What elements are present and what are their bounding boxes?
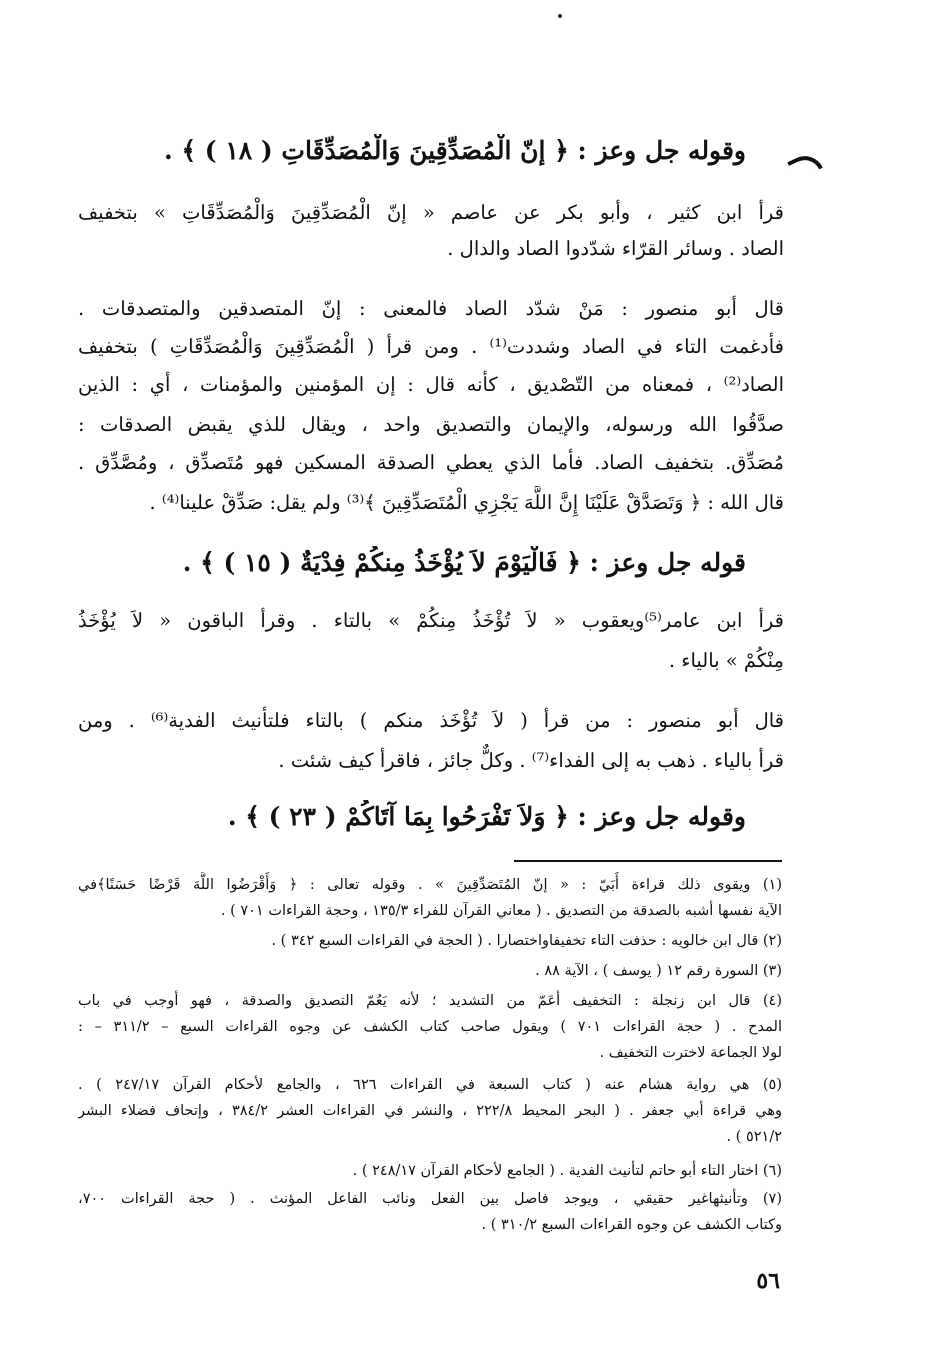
para-2-line-6: قال الله : ﴿ وَتَصَدَّقْ عَلَيْنَا إِنَّ اللَّهَ يَجْزِي الْمُتَصَدِّقِينَ ﴾⁽³⁾ ولم يقل: صَدِّقْ علينا⁽⁴⁾ . bbox=[149, 491, 784, 514]
footnote-4-line-2: المدح . ( حجة القراءات ٧٠١ ) ويقول صاحب كتاب الكشف عن وجوه القراءات السبع – ٣١١/٢ – : bbox=[78, 1019, 782, 1035]
footnote-4-line-3: لولا الجماعة لاخترت التخفيف . bbox=[599, 1045, 782, 1061]
footnote-1-line-2: الآية نفسها أشبه بالصدقة من التصديق . ( معاني القرآن للفراء ١٣٥/٣ ، وحجة القراءات ٧٠١ ) . bbox=[220, 903, 782, 919]
footnote-1-line-1: (١) ويقوى ذلك قراءة أُبَيّ : « إنّ المُتَصَدِّقِينَ » . وقوله تعالى : ﴿ وَأَقْرَضُوا اللَّهَ قَرْضًا حَسَنًا﴾في bbox=[78, 877, 782, 893]
para-2-line-3: الصاد⁽²⁾ ، فمعناه من التّصْديق ، كأنه قال : إن المؤمنين والمؤمنات ، أي : الذين bbox=[78, 373, 784, 396]
heading-verse-15: قوله جل وعز : ﴿ فَالْيَوْمَ لاَ يُؤْخَذُ مِنكُمْ فِدْيَةٌ ( ١٥ ) ﴾ . bbox=[182, 548, 746, 577]
para-2-line-2: فأدغمت التاء في الصاد وشددت⁽¹⁾ . ومن قرأ ( الْمُصَدِّقِينَ وَالْمُصَدِّقَاتِ ) بتخفيف bbox=[78, 335, 784, 358]
footnote-5-line-1: (٥) هي رواية هشام عنه ( كتاب السبعة في القراءات ٦٢٦ ، والجامع لأحكام القرآن ٢٤٧/١٧ ) . bbox=[78, 1077, 782, 1093]
footnote-7-line-1: (٧) وتأنيثهاغير حقيقي ، ويوجد فاصل بين الفعل ونائب الفاعل المؤنث . ( حجة القراءات ٧٠٠، bbox=[78, 1191, 782, 1207]
footnote-6: (٦) اختار التاء أبو حاتم لتأنيث الفدية . ( الجامع لأحكام القرآن ٢٤٨/١٧ ) . bbox=[352, 1163, 782, 1179]
para-3-line-2: مِنْكُمْ » بالياء . bbox=[668, 649, 784, 672]
heading-verse-18: وقوله جل وعز : ﴿ إنّ الْمُصَدِّقِينَ وَالْمُصَدِّقَاتِ ( ١٨ ) ﴾ . bbox=[164, 136, 746, 165]
para-2-line-1: قال أبو منصور : مَنْ شدّد الصاد فالمعنى : إنّ المتصدقين والمتصدقات . bbox=[78, 297, 784, 320]
para-1-line-2: الصاد . وسائر القرّاء شدّدوا الصاد والدال . bbox=[447, 237, 784, 260]
ink-dot bbox=[558, 14, 562, 18]
footnote-4-line-1: (٤) قال ابن زنجلة : التخفيف أعَمّ من التشديد ؛ لأنه يَعُمّ التصديق والصدقة ، فهو أوجب في باب bbox=[78, 993, 782, 1009]
footnote-divider bbox=[514, 860, 782, 862]
page-number: ٥٦ bbox=[756, 1268, 780, 1294]
footnote-5-line-3: ٥٢١/٢ ) . bbox=[726, 1129, 782, 1145]
para-4-line-2: قرأ بالياء . ذهب به إلى الفداء⁽⁷⁾ . وكلٌّ جائز ، فاقرأ كيف شئت . bbox=[278, 749, 784, 772]
para-1-line-1: قرأ ابن كثير ، وأبو بكر عن عاصم « إنّ الْمُصَدِّقِينَ وَالْمُصَدِّقَاتِ » بتخفيف bbox=[78, 201, 784, 224]
heading-verse-23: وقوله جل وعز : ﴿ وَلاَ تَفْرَحُوا بِمَا آتَاكُمْ ( ٢٣ ) ﴾ . bbox=[227, 802, 746, 831]
footnote-2: (٢) قال ابن خالويه : حذفت التاء تخفيفاواختصارا . ( الحجة في القراءات السبع ٣٤٢ ) . bbox=[271, 933, 782, 949]
footnote-3: (٣) السورة رقم ١٢ ( يوسف ) ، الآية ٨٨ . bbox=[535, 963, 782, 979]
para-4-line-1: قال أبو منصور : من قرأ ( لاَ تُؤْخَذ منكم ) بالتاء فلتأنيث الفدية⁽⁶⁾ . ومن bbox=[78, 709, 784, 732]
footnote-7-line-2: وكتاب الكشف عن وجوه القراءات السبع ٣١٠/٢ ) . bbox=[481, 1217, 782, 1233]
para-2-line-4: صدَّقُوا الله ورسوله، والإيمان والتصديق واحد ، ويقال للذي يقبض الصدقات : bbox=[78, 413, 784, 436]
para-2-line-5: مُصَدِّق. بتخفيف الصاد. فأما الذي يعطي الصدقة المسكين فهو مُتَصدِّق ، ومُصَّدِّق . bbox=[78, 451, 784, 474]
footnote-5-line-2: وهي قراءة أبي جعفر . ( البحر المحيط ٢٢٢/٨ ، والنشر في القراءات العشر ٣٨٤/٢ ، وإتحاف فضلاء البشر bbox=[78, 1103, 782, 1119]
para-3-line-1: قرأ ابن عامر⁽⁵⁾ويعقوب « لاَ تُؤْخَذُ مِنكُمْ » بالتاء . وقرأ الباقون « لاَ يُؤْخَذُ bbox=[78, 609, 784, 632]
margin-mark-icon bbox=[787, 150, 823, 181]
